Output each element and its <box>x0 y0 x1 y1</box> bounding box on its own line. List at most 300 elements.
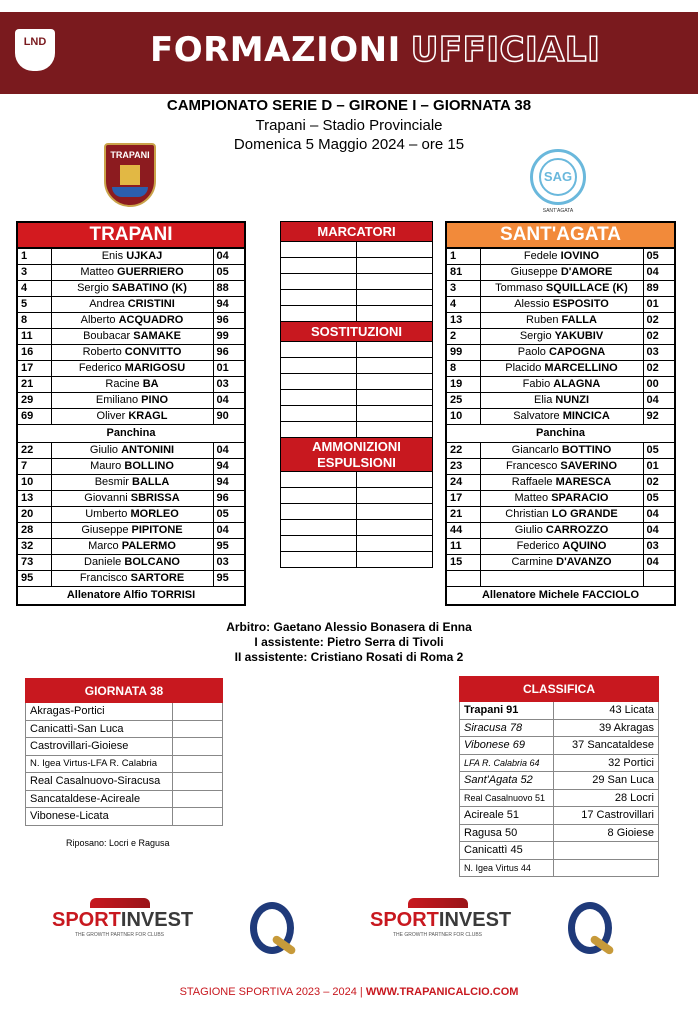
player-number <box>446 570 480 586</box>
standing-left: Siracusa 78 <box>460 719 554 737</box>
event-row <box>281 290 433 306</box>
player-first-name: Salvatore <box>513 410 560 422</box>
player-number: 1 <box>446 248 480 264</box>
player-last-name: MORLEO <box>130 508 179 520</box>
event-cell <box>281 520 357 536</box>
player-birth-year: 03 <box>643 538 675 554</box>
event-cell <box>357 290 433 306</box>
player-birth-year: 92 <box>643 408 675 424</box>
player-first-name: Giulio <box>514 524 543 536</box>
event-cell <box>281 488 357 504</box>
player-number: 23 <box>446 458 480 474</box>
event-cell <box>357 306 433 322</box>
player-row <box>17 554 245 570</box>
player-name <box>480 570 643 586</box>
sportinvest-logo: SPORTINVEST <box>52 909 194 931</box>
event-cell <box>357 552 433 568</box>
event-cell <box>281 358 357 374</box>
player-last-name: SAMAKE <box>133 330 181 342</box>
player-number: 11 <box>446 538 480 554</box>
player-birth-year: 05 <box>213 506 245 522</box>
player-birth-year: 01 <box>643 458 675 474</box>
player-last-name: MARESCA <box>555 476 612 488</box>
player-name <box>480 392 643 408</box>
event-row <box>281 306 433 322</box>
player-row <box>17 506 245 522</box>
standing-row <box>460 842 659 860</box>
player-birth-year: 94 <box>213 296 245 312</box>
fixture-result <box>173 755 223 773</box>
page-title-outline: UFFICIALI <box>410 30 601 70</box>
player-first-name: Tommaso <box>495 282 543 294</box>
player-row <box>446 248 675 264</box>
sportinvest-tagline-2: THE GROWTH PARTNER FOR CLUBS <box>393 932 482 938</box>
fixture-row <box>26 755 223 773</box>
player-birth-year <box>643 570 675 586</box>
player-row <box>17 538 245 554</box>
player-first-name: Roberto <box>82 346 122 358</box>
santagata-crest-caption: SANT'AGATA <box>542 208 574 214</box>
player-row <box>446 538 675 554</box>
player-birth-year: 04 <box>643 522 675 538</box>
player-last-name: SARTORE <box>130 572 185 584</box>
player-row <box>17 474 245 490</box>
away-team-name: SANT'AGATA <box>446 222 675 248</box>
fixture-row <box>26 720 223 738</box>
standing-right: 37 Sancataldese <box>554 737 659 755</box>
player-number: 4 <box>446 296 480 312</box>
event-cell <box>357 374 433 390</box>
player-birth-year: 05 <box>213 264 245 280</box>
fixture-row <box>26 808 223 826</box>
player-number: 7 <box>17 458 51 474</box>
player-last-name: ALAGNA <box>553 378 601 390</box>
trapani-crest-text: TRAPANI <box>110 150 150 160</box>
standing-row <box>460 789 659 807</box>
player-birth-year: 05 <box>643 442 675 458</box>
standing-left: Canicattì 45 <box>460 842 554 860</box>
player-number: 13 <box>17 490 51 506</box>
sostituzioni-header: SOSTITUZIONI <box>281 322 433 342</box>
player-first-name: Federico <box>516 540 560 552</box>
player-row <box>17 296 245 312</box>
player-name <box>51 490 213 506</box>
event-cell <box>281 306 357 322</box>
competition-title: CAMPIONATO SERIE D – GIRONE I – GIORNATA 38 <box>166 97 532 114</box>
player-first-name: Carmine <box>511 556 554 568</box>
player-last-name: SQUILLACE (K) <box>545 282 628 294</box>
player-birth-year: 04 <box>213 392 245 408</box>
player-row <box>17 344 245 360</box>
fixture-result <box>173 790 223 808</box>
player-birth-year: 03 <box>643 344 675 360</box>
event-row <box>281 390 433 406</box>
player-number: 32 <box>17 538 51 554</box>
standing-left: Sant'Agata 52 <box>460 772 554 790</box>
player-first-name: Ruben <box>526 314 559 326</box>
player-row <box>17 458 245 474</box>
marcatori-header: MARCATORI <box>281 222 433 242</box>
player-birth-year: 05 <box>643 490 675 506</box>
player-name <box>480 280 643 296</box>
player-first-name: Elia <box>533 394 553 406</box>
player-row <box>446 442 675 458</box>
event-cell <box>357 488 433 504</box>
player-first-name: Besmir <box>94 476 129 488</box>
event-cell <box>357 536 433 552</box>
player-name <box>51 280 213 296</box>
giornata-title: GIORNATA 38 <box>26 679 223 703</box>
player-last-name: MARIGOSU <box>124 362 186 374</box>
fixture-name: N. Igea Virtus-LFA R. Calabria <box>26 755 173 773</box>
event-row <box>281 520 433 536</box>
player-last-name: D'AVANZO <box>556 556 612 568</box>
player-row <box>446 392 675 408</box>
player-birth-year: 02 <box>643 474 675 490</box>
fixture-result <box>173 703 223 721</box>
player-first-name: Oliver <box>96 410 126 422</box>
event-cell <box>281 274 357 290</box>
player-birth-year: 02 <box>643 312 675 328</box>
player-last-name: MARCELLINO <box>544 362 618 374</box>
coach: Allenatore Alfio TORRISI <box>17 586 245 605</box>
match-date: Domenica 5 Maggio 2024 – ore 15 <box>233 136 465 153</box>
player-birth-year: 94 <box>213 458 245 474</box>
player-name <box>480 442 643 458</box>
event-cell <box>281 290 357 306</box>
event-row <box>281 422 433 438</box>
standing-left: N. Igea Virtus 44 <box>460 859 554 877</box>
player-last-name: YAKUBIV <box>554 330 604 342</box>
player-name <box>480 554 643 570</box>
player-first-name: Paolo <box>517 346 546 358</box>
standing-left: LFA R. Calabria 64 <box>460 754 554 772</box>
trapani-crest-icon <box>104 143 156 207</box>
classifica-title: CLASSIFICA <box>460 677 659 702</box>
player-birth-year: 89 <box>643 280 675 296</box>
player-first-name: Fedele <box>523 250 558 263</box>
player-last-name: ANTONINI <box>121 444 175 456</box>
fixture-name: Sancataldese-Acireale <box>26 790 173 808</box>
player-name <box>480 312 643 328</box>
event-cell <box>281 390 357 406</box>
player-birth-year: 96 <box>213 312 245 328</box>
player-number: 19 <box>446 376 480 392</box>
player-row <box>446 554 675 570</box>
player-birth-year: 03 <box>213 554 245 570</box>
player-last-name: CONVITTO <box>124 346 182 358</box>
home-lineup-table <box>16 221 246 606</box>
player-name <box>480 506 643 522</box>
standing-row <box>460 824 659 842</box>
player-last-name: FALLA <box>561 314 597 326</box>
player-row <box>17 328 245 344</box>
player-last-name: PINO <box>141 394 169 406</box>
player-birth-year: 95 <box>213 538 245 554</box>
player-first-name: Boubacar <box>83 330 131 342</box>
player-row <box>446 312 675 328</box>
player-first-name: Alberto <box>80 314 116 326</box>
player-first-name: Giuseppe <box>81 524 129 536</box>
event-cell <box>281 242 357 258</box>
standing-right: 28 Locri <box>554 789 659 807</box>
player-last-name: ESPOSITO <box>552 298 609 310</box>
event-cell <box>357 504 433 520</box>
event-cell <box>357 274 433 290</box>
standing-row <box>460 702 659 720</box>
website-link[interactable]: WWW.TRAPANICALCIO.COM <box>365 986 519 998</box>
player-number: 17 <box>446 490 480 506</box>
player-number: 28 <box>17 522 51 538</box>
player-number: 20 <box>17 506 51 522</box>
player-name <box>51 538 213 554</box>
home-team-name: TRAPANI <box>17 222 245 248</box>
player-number: 17 <box>17 360 51 376</box>
away-lineup-table <box>445 221 676 606</box>
standing-left: Ragusa 50 <box>460 824 554 842</box>
player-name <box>51 458 213 474</box>
player-birth-year: 04 <box>213 248 245 264</box>
player-number: 13 <box>446 312 480 328</box>
fixture-name: Akragas-Portici <box>26 703 173 721</box>
classifica-table <box>459 676 659 877</box>
event-cell <box>281 536 357 552</box>
player-number: 4 <box>17 280 51 296</box>
player-first-name: Daniele <box>84 556 122 568</box>
player-birth-year: 04 <box>643 506 675 522</box>
event-cell <box>357 390 433 406</box>
player-first-name: Giancarlo <box>511 444 559 456</box>
player-number: 11 <box>17 328 51 344</box>
player-name <box>51 360 213 376</box>
player-first-name: Sergio <box>77 282 109 294</box>
player-birth-year: 04 <box>643 392 675 408</box>
event-cell <box>281 504 357 520</box>
event-cell <box>357 406 433 422</box>
event-row <box>281 342 433 358</box>
player-number: 22 <box>446 442 480 458</box>
player-name <box>480 248 643 264</box>
player-row <box>17 312 245 328</box>
player-number: 15 <box>446 554 480 570</box>
player-name <box>480 264 643 280</box>
player-number: 10 <box>446 408 480 424</box>
player-row <box>17 408 245 424</box>
player-row <box>17 360 245 376</box>
player-name <box>480 538 643 554</box>
player-number: 21 <box>17 376 51 392</box>
match-events-table <box>280 221 433 568</box>
player-last-name: BALLA <box>132 476 170 488</box>
player-number: 3 <box>17 264 51 280</box>
player-first-name: Alessio <box>514 298 550 310</box>
player-number: 1 <box>17 248 51 264</box>
event-cell <box>357 342 433 358</box>
player-row <box>17 280 245 296</box>
page-title: FORMAZIONI UFFICIALI <box>150 30 601 70</box>
player-birth-year: 96 <box>213 344 245 360</box>
player-first-name: Placido <box>505 362 542 374</box>
player-first-name: Umberto <box>85 508 128 520</box>
standing-right: 43 Licata <box>554 702 659 720</box>
player-first-name: Francisco <box>79 572 128 584</box>
player-number: 22 <box>17 442 51 458</box>
player-last-name: D'AMORE <box>560 266 613 278</box>
fixture-name: Vibonese-Licata <box>26 808 173 826</box>
player-number: 3 <box>446 280 480 296</box>
player-first-name: Sergio <box>519 330 552 342</box>
player-row <box>446 570 675 586</box>
player-birth-year: 90 <box>213 408 245 424</box>
player-name <box>480 458 643 474</box>
player-row <box>446 328 675 344</box>
event-cell <box>281 422 357 438</box>
player-last-name: LO GRANDE <box>551 508 618 520</box>
player-birth-year: 04 <box>643 264 675 280</box>
player-birth-year: 02 <box>643 360 675 376</box>
event-cell <box>281 374 357 390</box>
player-name <box>51 264 213 280</box>
player-first-name: Racine <box>105 378 140 390</box>
lnd-logo: LND <box>15 29 55 71</box>
event-cell <box>357 422 433 438</box>
fixture-name: Real Casalnuovo-Siracusa <box>26 773 173 791</box>
fixture-row <box>26 703 223 721</box>
player-number: 69 <box>17 408 51 424</box>
player-name <box>480 474 643 490</box>
player-name <box>480 328 643 344</box>
standing-left: Trapani 91 <box>460 702 554 720</box>
player-row <box>446 376 675 392</box>
fixture-result <box>173 738 223 756</box>
sportinvest-logo-2: SPORTINVEST <box>370 909 512 931</box>
player-row <box>446 264 675 280</box>
event-cell <box>357 358 433 374</box>
player-number: 8 <box>446 360 480 376</box>
event-row <box>281 274 433 290</box>
event-row <box>281 242 433 258</box>
santagata-crest-icon: SAG <box>530 149 586 205</box>
player-last-name: KRAGL <box>128 410 168 422</box>
fixture-result <box>173 808 223 826</box>
q-logo-icon-2 <box>568 902 612 954</box>
ammonizioni-label: AMMONIZIONI <box>312 438 401 454</box>
player-row <box>446 458 675 474</box>
player-birth-year: 05 <box>643 248 675 264</box>
player-last-name: GUERRIERO <box>117 266 184 278</box>
venue: Trapani – Stadio Provinciale <box>255 117 443 134</box>
sportinvest-crown-icon <box>90 898 150 908</box>
ammonizioni-header <box>281 438 433 472</box>
espulsioni-label: ESPULSIONI <box>317 454 396 470</box>
fixture-name: Castrovillari-Gioiese <box>26 738 173 756</box>
fixture-row <box>26 773 223 791</box>
player-name <box>51 408 213 424</box>
footer: STAGIONE SPORTIVA 2023 – 2024 | WWW.TRAPANICALCIO.COM <box>179 986 519 998</box>
event-row <box>281 488 433 504</box>
player-row <box>17 570 245 586</box>
player-first-name: Fabio <box>522 378 551 390</box>
player-name <box>480 490 643 506</box>
player-number: 29 <box>17 392 51 408</box>
player-number: 44 <box>446 522 480 538</box>
player-row <box>446 506 675 522</box>
player-number: 25 <box>446 392 480 408</box>
event-row <box>281 552 433 568</box>
event-cell <box>281 472 357 488</box>
player-row <box>446 522 675 538</box>
player-name <box>480 408 643 424</box>
player-birth-year: 01 <box>213 360 245 376</box>
event-cell <box>357 242 433 258</box>
player-first-name: Francesco <box>505 460 558 472</box>
event-cell <box>281 342 357 358</box>
player-last-name: NUNZI <box>555 394 589 406</box>
sportinvest-tagline: THE GROWTH PARTNER FOR CLUBS <box>75 932 164 938</box>
player-row <box>446 296 675 312</box>
player-birth-year: 88 <box>213 280 245 296</box>
player-first-name: Christian <box>505 508 549 520</box>
player-number: 81 <box>446 264 480 280</box>
standing-row <box>460 807 659 825</box>
player-row <box>17 376 245 392</box>
event-row <box>281 374 433 390</box>
standing-row <box>460 719 659 737</box>
player-name <box>51 570 213 586</box>
player-number: 73 <box>17 554 51 570</box>
player-first-name: Matteo <box>514 492 549 504</box>
player-name <box>51 328 213 344</box>
player-number: 8 <box>17 312 51 328</box>
player-row <box>446 344 675 360</box>
player-last-name: CRISTINI <box>127 298 175 310</box>
player-last-name: SPARACIO <box>551 492 609 504</box>
player-name <box>51 296 213 312</box>
player-row <box>17 248 245 264</box>
player-last-name: IOVINO <box>560 250 600 263</box>
player-row <box>17 490 245 506</box>
player-name <box>480 522 643 538</box>
standing-right: 8 Gioiese <box>554 824 659 842</box>
player-name <box>480 360 643 376</box>
event-cell <box>357 520 433 536</box>
player-first-name: Marco <box>88 540 119 552</box>
player-birth-year: 94 <box>213 474 245 490</box>
giornata-table <box>25 678 223 826</box>
player-number: 10 <box>17 474 51 490</box>
player-first-name: Mauro <box>90 460 122 472</box>
player-row <box>446 360 675 376</box>
sportinvest-crown-icon-2 <box>408 898 468 908</box>
player-birth-year: 99 <box>213 328 245 344</box>
player-name <box>51 312 213 328</box>
player-birth-year: 04 <box>643 554 675 570</box>
event-row <box>281 504 433 520</box>
player-last-name: SABATINO (K) <box>111 282 187 294</box>
standing-right <box>554 859 659 877</box>
event-row <box>281 406 433 422</box>
standing-row <box>460 859 659 877</box>
player-name <box>480 376 643 392</box>
player-birth-year: 00 <box>643 376 675 392</box>
event-cell <box>357 258 433 274</box>
player-row <box>446 408 675 424</box>
player-name <box>51 474 213 490</box>
event-cell <box>281 406 357 422</box>
player-first-name: Matteo <box>80 266 114 278</box>
player-last-name: BOLCANO <box>124 556 180 568</box>
player-birth-year: 96 <box>213 490 245 506</box>
